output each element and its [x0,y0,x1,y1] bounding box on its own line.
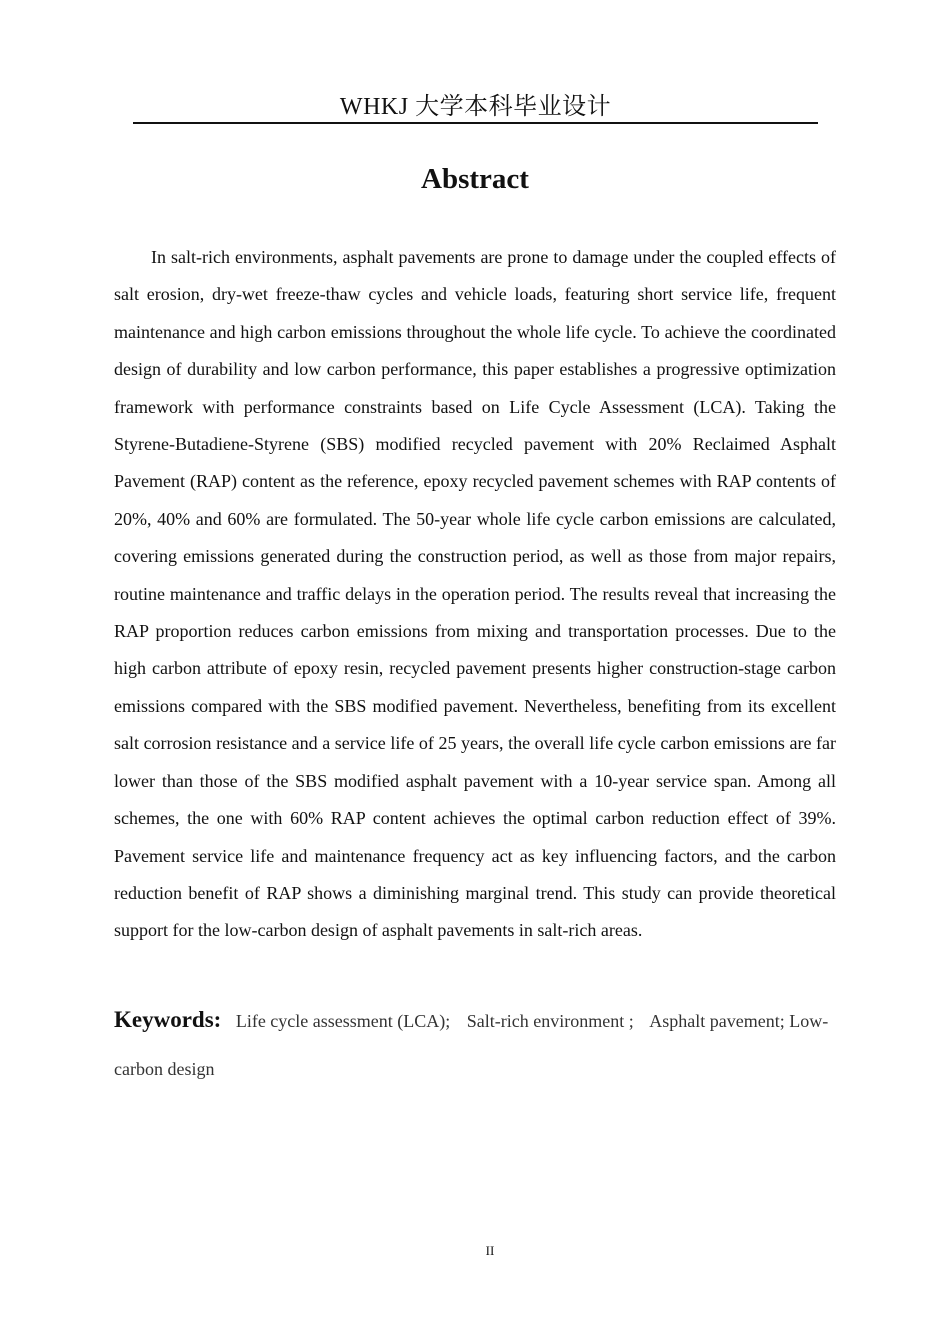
page-header [133,92,818,124]
page-title: Abstract [421,163,529,195]
keyword-item: Life cycle assessment (LCA); [235,1011,451,1031]
keywords-label: Keywords: [114,1007,222,1032]
keyword-item: Asphalt pavement; [649,1011,785,1031]
page-number: II [485,1243,495,1258]
header-text: WHKJ 大学本科毕业设计 [339,94,612,120]
keyword-item: Low-carbon design [114,1011,829,1079]
keyword-item: Salt-rich environment ; [466,1011,634,1031]
abstract-body: In salt-rich environments, asphalt pavements are prone to damage under the coupled effects of salt erosion, dry-wet freeze-thaw cycles and vehicle loads, featuring short service life, frequent maintenance and high carbon emissions throughout the whole life cycle. To achieve the coordinated design of durability and low carbon performance, this paper establishes a progressive optimization framework with performance constraints based on Life Cycle Assessment (LCA). Taking the Styrene-Butadiene-Styrene (SBS) modified recycled pavement with 20% Reclaimed Asphalt Pavement (RAP) content as the reference, epoxy recycled pavement schemes with RAP contents of 20%, 40% and 60% are formulated. The 50-year whole life cycle carbon emissions are calculated, covering emissions generated during the construction period, as well as those from major repairs, routine maintenance and traffic delays in the operation period. The results reveal that increasing the RAP proportion reduces carbon emissions from mixing and transportation processes. Due to the high carbon attribute of epoxy resin, recycled pavement presents higher construction-stage carbon emissions compared with the SBS modified pavement. Nevertheless, benefiting from its excellent salt corrosion resistance and a service life of 25 years, the overall life cycle carbon emissions are far lower than those of the SBS modified asphalt pavement with a 10-year service span. Among all schemes, the one with 60% RAP content achieves the optimal carbon reduction effect of 39%. Pavement service life and maintenance frequency act as key influencing factors, and the carbon reduction benefit of RAP shows a diminishing marginal trend. This study can provide theoretical support for the low-carbon design of asphalt pavements in salt-rich areas. [114,247,836,941]
keywords-section [114,996,836,1093]
